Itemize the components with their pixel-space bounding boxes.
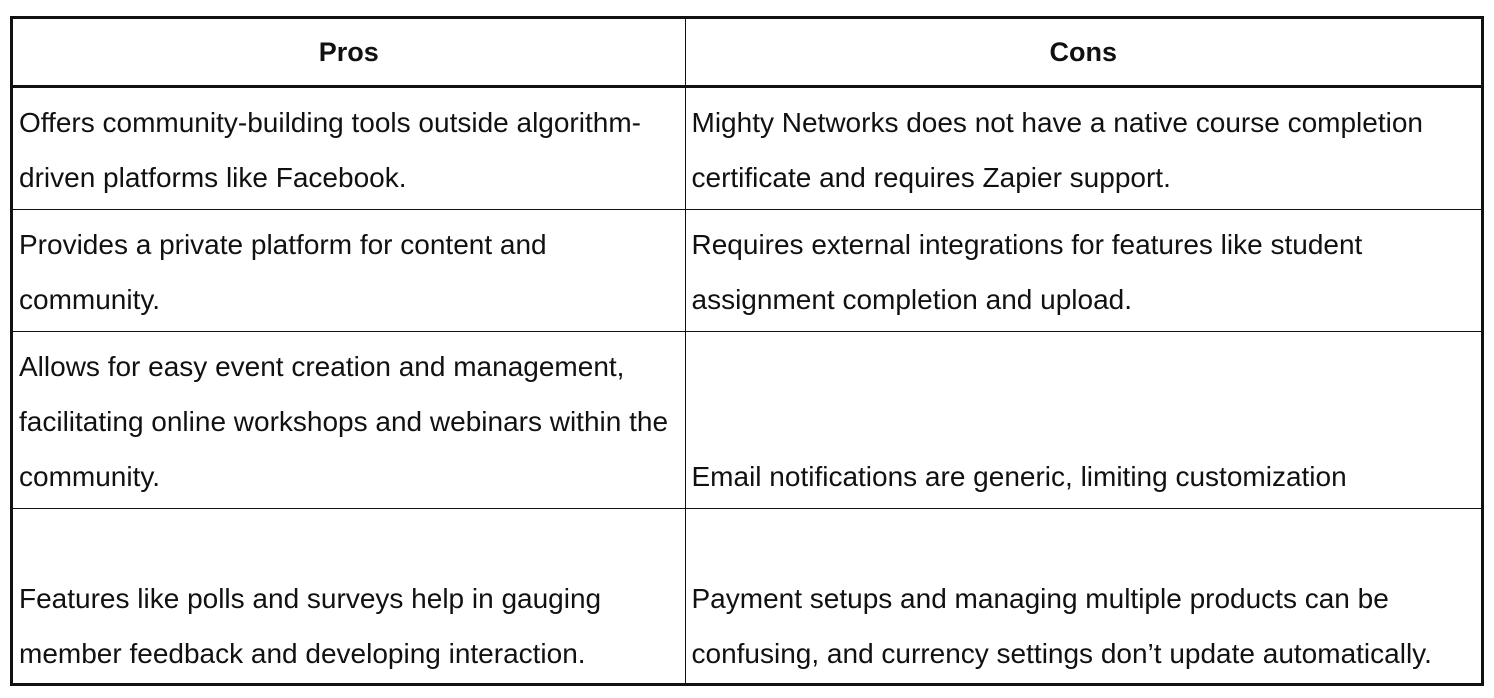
pro-cell: Features like polls and surveys help in gauging member feedback and developing interaction. bbox=[13, 509, 685, 686]
pro-cell: Offers community-building tools outside algorithm-driven platforms like Facebook. bbox=[13, 87, 685, 210]
pros-cons-table-container bbox=[10, 16, 1484, 686]
header-cons: Cons bbox=[685, 19, 1481, 87]
header-row bbox=[13, 19, 1481, 87]
con-cell: Payment setups and managing multiple products can be confusing, and currency settings don’t update automatically. bbox=[685, 509, 1481, 686]
con-cell: Mighty Networks does not have a native course completion certificate and requires Zapier support. bbox=[685, 87, 1481, 210]
table-row bbox=[13, 332, 1481, 509]
header-pros: Pros bbox=[13, 19, 685, 87]
table-body bbox=[13, 87, 1481, 686]
con-cell: Email notifications are generic, limiting customization bbox=[685, 332, 1481, 509]
pros-cons-table bbox=[13, 19, 1481, 685]
con-cell: Requires external integrations for features like student assignment completion and upload. bbox=[685, 210, 1481, 332]
pro-cell: Provides a private platform for content and community. bbox=[13, 210, 685, 332]
table-row bbox=[13, 210, 1481, 332]
table-row bbox=[13, 87, 1481, 210]
pro-cell: Allows for easy event creation and management, facilitating online workshops and webinars within the community. bbox=[13, 332, 685, 509]
table-header bbox=[13, 19, 1481, 87]
table-row bbox=[13, 509, 1481, 686]
